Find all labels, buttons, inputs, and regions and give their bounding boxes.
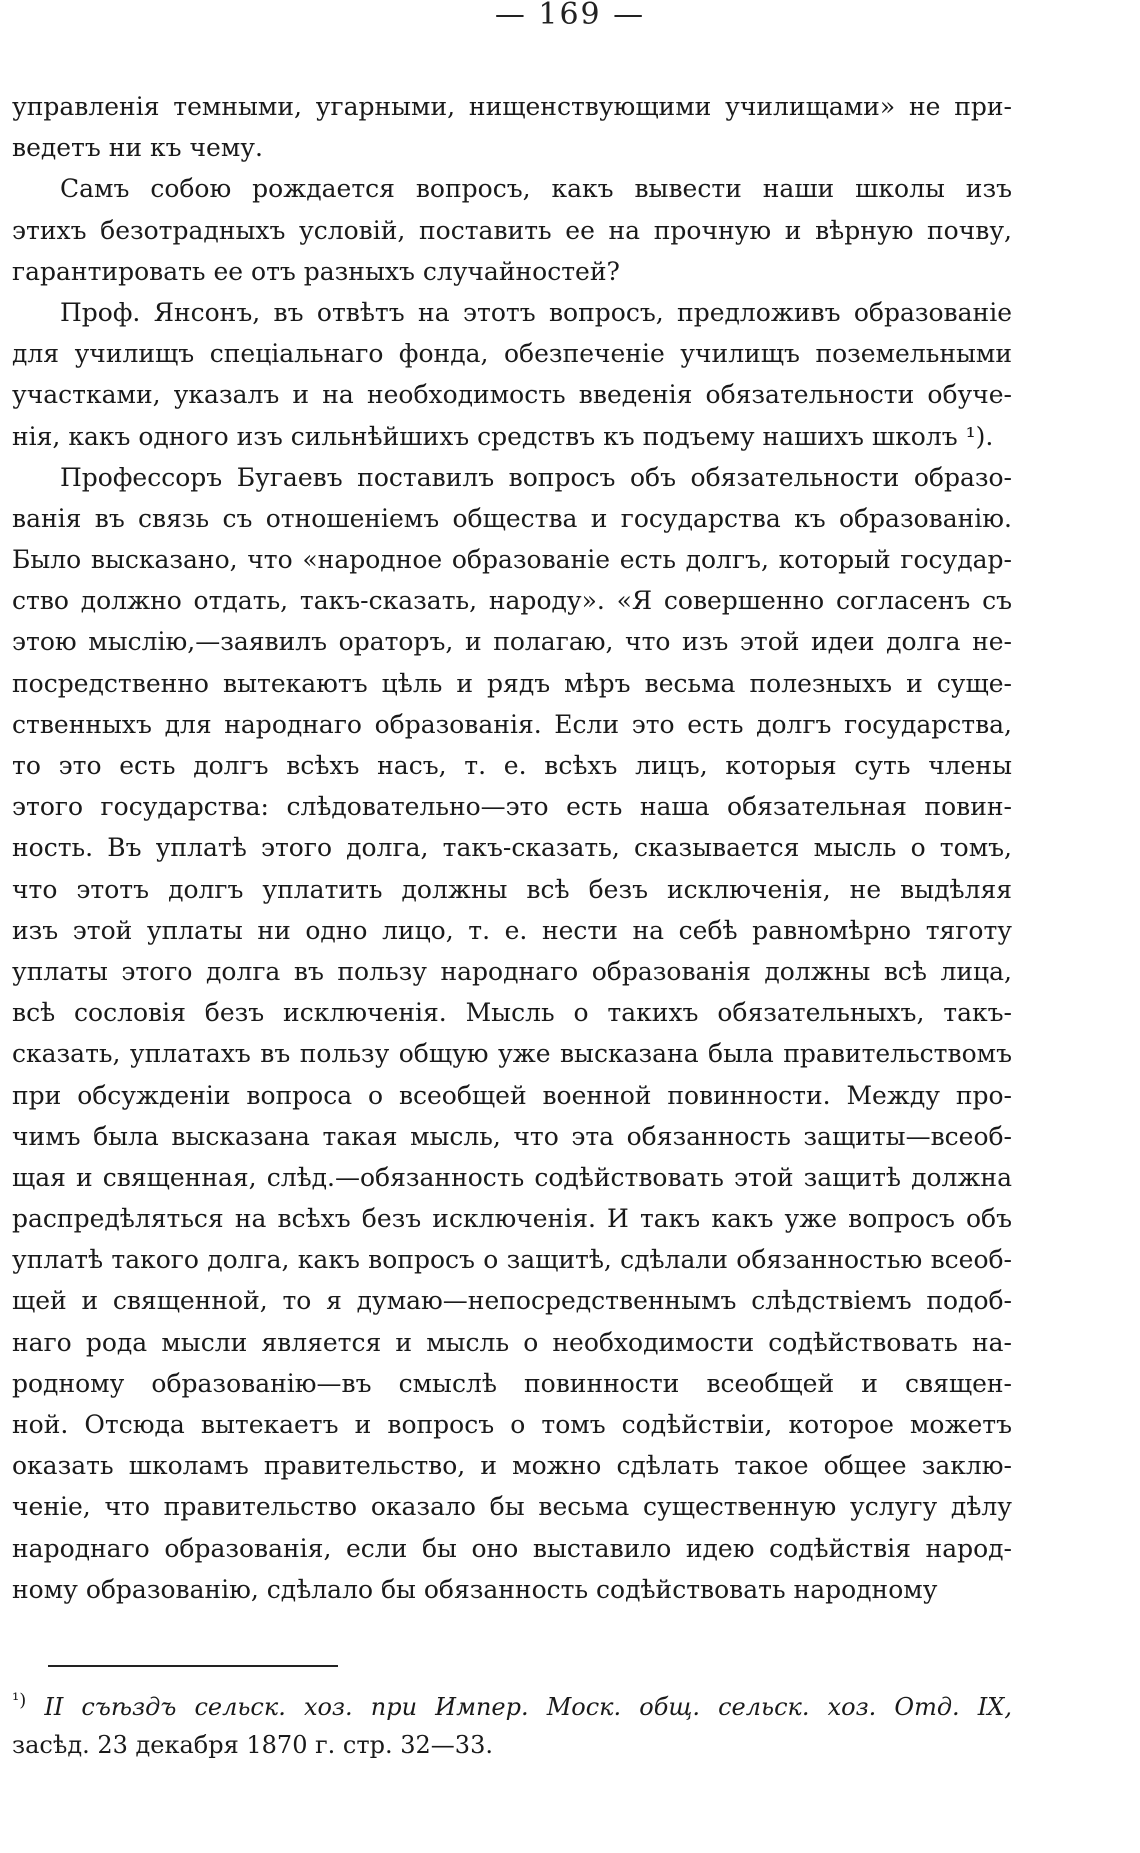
text-line: ной. Отсюда вытекаетъ и вопросъ о томъ содѣйствіи, которое можетъ: [12, 1410, 1012, 1439]
text-line: при обсужденіи вопроса о всеобщей военной повинности. Между про-: [12, 1080, 1012, 1110]
body-text: [12, 86, 1012, 1610]
text-line: щей и священной, то я думаю—непосредственнымъ слѣдствіемъ подоб-: [12, 1286, 1012, 1316]
text-line: для училищъ спеціальнаго фонда, обезпеченіе училищъ поземельными: [12, 339, 1012, 369]
text-line: родному образованію—въ смыслѣ повинности всеобщей и священ-: [12, 1368, 1012, 1398]
text-line: Самъ собою рождается вопросъ, какъ вывести наши школы изъ: [60, 174, 1012, 204]
text-line: нія, какъ одного изъ сильнѣйшихъ средствъ къ подъему нашихъ школъ ¹).: [12, 421, 994, 451]
text-line: народнаго образованія, если бы оно выставило идею содѣйствія народ-: [12, 1533, 1012, 1563]
text-line: наго рода мысли является и мысль о необходимости содѣйствовать на-: [12, 1327, 1012, 1357]
text-line: Было высказано, что «народное образованіе есть долгъ, который государ-: [12, 545, 1012, 575]
text-line: этихъ безотрадныхъ условій, поставить ее на прочную и вѣрную почву,: [12, 215, 1012, 245]
text-line: уплатѣ такого долга, какъ вопросъ о защитѣ, сдѣлали обязанностью всеоб-: [12, 1245, 1012, 1275]
text-line: ченіе, что правительство оказало бы весьма существенную услугу дѣлу: [12, 1492, 1012, 1522]
footnote-line: засѣд. 23 декабря 1870 г. стр. 32—33.: [12, 1731, 493, 1759]
text-line: всѣ сословія безъ исключенія. Мысль о такихъ обязательныхъ, такъ-: [12, 998, 1012, 1028]
text-line: чимъ была высказана такая мысль, что эта обязанность защиты—всеоб-: [12, 1121, 1012, 1151]
text-line: гарантировать ее отъ разныхъ случайностей?: [12, 256, 620, 286]
footnote-text-line1: II съѣздъ сельск. хоз. при Импер. Моск. общ. сельск. хоз. Отд. IX,: [44, 1693, 1012, 1721]
text-line: этого государства: слѣдовательно—это есть наша обязательная повин-: [12, 792, 1012, 822]
text-line: Проф. Янсонъ, въ отвѣтъ на этотъ вопросъ, предложивъ образованіе: [60, 297, 1012, 327]
text-line: ственныхъ для народнаго образованія. Если это есть долгъ государства,: [12, 709, 1012, 739]
text-line: изъ этой уплаты ни одно лицо, т. е. нести на себѣ равномѣрно тяготу: [12, 915, 1012, 945]
text-line: уплаты этого долга въ пользу народнаго образованія должны всѣ лица,: [12, 956, 1012, 986]
footnote-line: [12, 1688, 1012, 1726]
text-line: управленія темными, угарными, нищенствующими училищами» не при-: [12, 92, 1012, 121]
text-line: этою мыслію,—заявилъ ораторъ, и полагаю, что изъ этой идеи долга не-: [12, 627, 1012, 657]
text-line: то это есть долгъ всѣхъ насъ, т. е. всѣхъ лицъ, которыя суть члены: [12, 751, 1012, 780]
footnote-marker: ¹): [12, 1690, 27, 1711]
text-line: ванія въ связь съ отношеніемъ общества и государства къ образованію.: [12, 503, 1012, 533]
page-number: — 169 —: [494, 0, 646, 32]
text-line: ность. Въ уплатѣ этого долга, такъ-сказать, сказывается мысль о томъ,: [12, 833, 1012, 863]
text-line: ному образованію, сдѣлало бы обязанность содѣйствовать народному: [12, 1574, 938, 1604]
footnote: [12, 1688, 1012, 1764]
text-line: участками, указалъ и на необходимость введенія обязательности обуче-: [12, 380, 1012, 410]
text-line: ведетъ ни къ чему.: [12, 133, 263, 163]
text-line: оказать школамъ правительство, и можно сдѣлать такое общее заклю-: [12, 1451, 1012, 1481]
text-line: что этотъ долгъ уплатить должны всѣ безъ исключенія, не выдѣляя: [12, 874, 1012, 904]
text-line: ство должно отдать, такъ-сказать, народу». «Я совершенно согласенъ съ: [12, 586, 1012, 616]
text-line: Профессоръ Бугаевъ поставилъ вопросъ объ обязательности образо-: [60, 462, 1012, 492]
footnote-divider: [48, 1665, 338, 1667]
text-line: распредѣляться на всѣхъ безъ исключенія. И такъ какъ уже вопросъ объ: [12, 1204, 1012, 1234]
text-line: щая и священная, слѣд.—обязанность содѣйствовать этой защитѣ должна: [12, 1162, 1012, 1192]
text-line: посредственно вытекаютъ цѣль и рядъ мѣръ весьма полезныхъ и суще-: [12, 668, 1012, 698]
text-line: сказать, уплатахъ въ пользу общую уже высказана была правительствомъ: [12, 1039, 1012, 1069]
